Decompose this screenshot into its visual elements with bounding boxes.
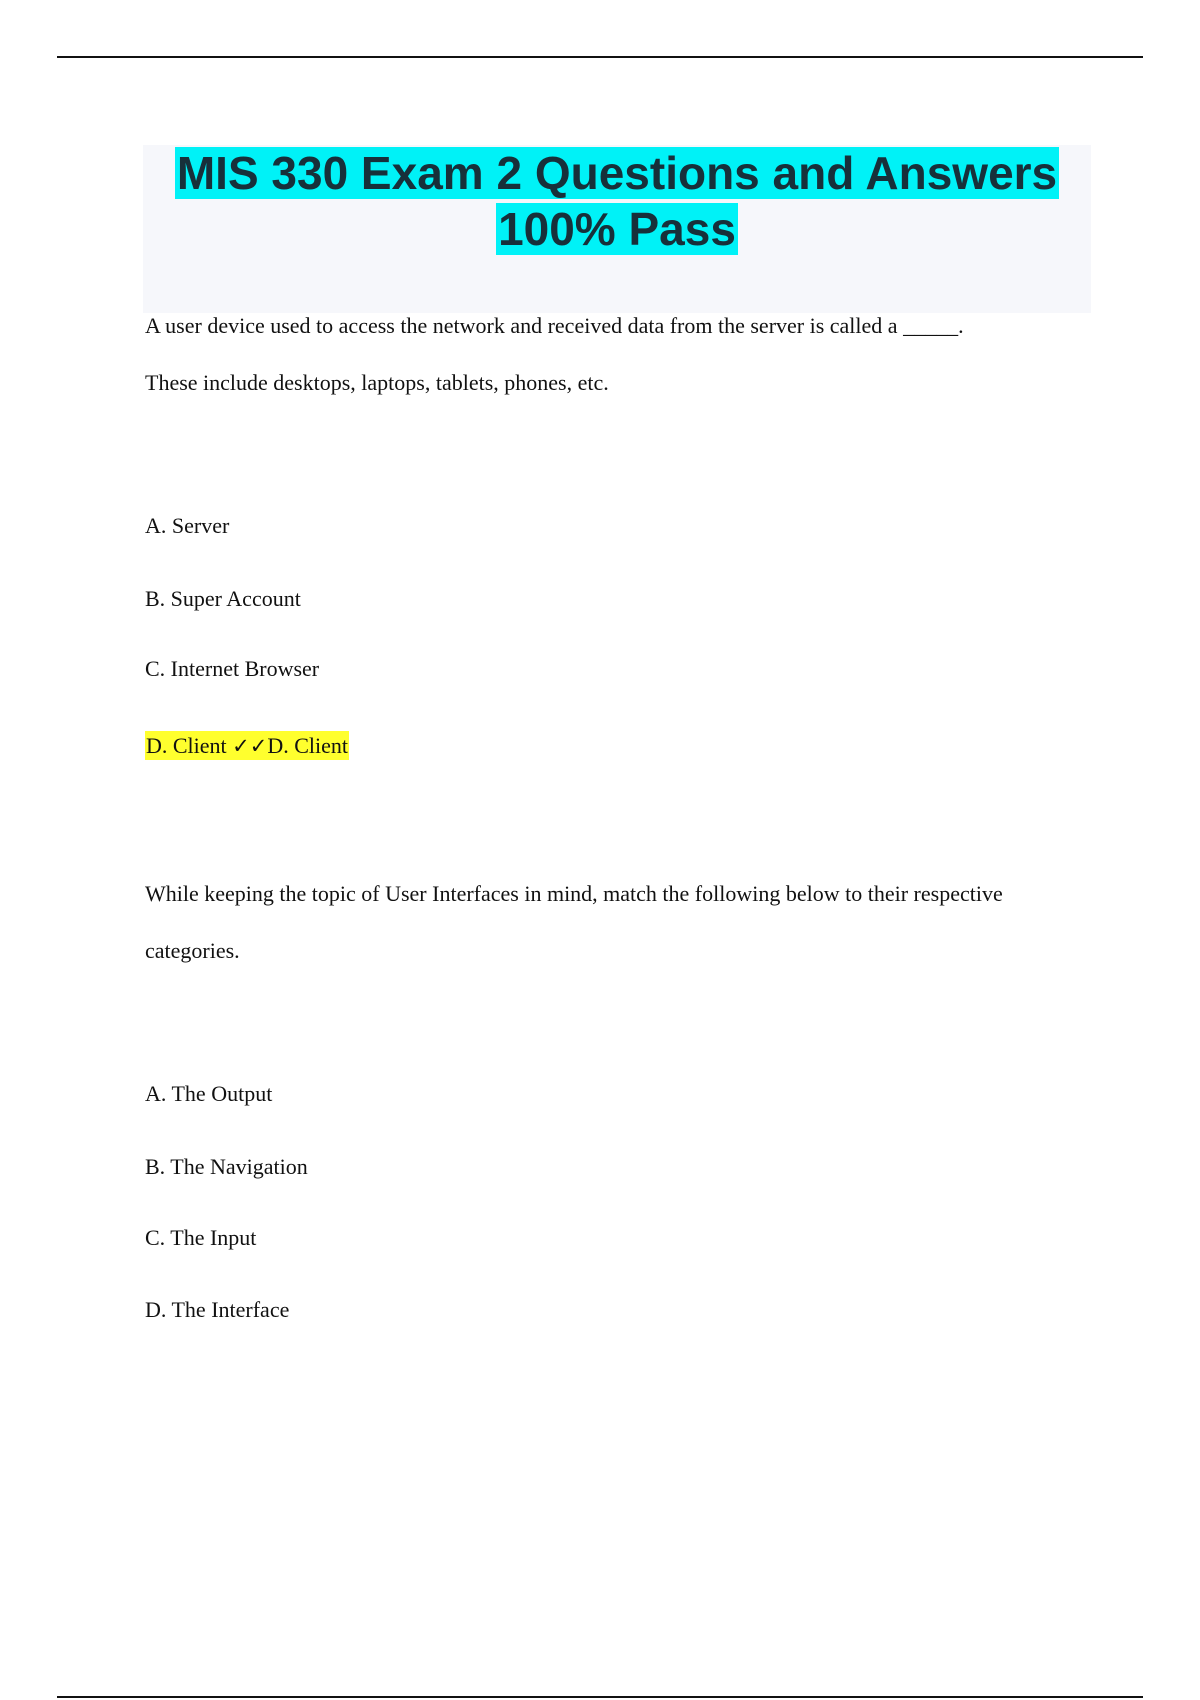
question-1-option-c: C. Internet Browser (145, 656, 320, 681)
footer-rule (57, 1696, 1143, 1698)
question-1-text-line-1: A user device used to access the network and received data from the server is called a _____. (145, 313, 964, 338)
check-icon: ✓✓ (232, 734, 268, 758)
question-1-text-line-2: These include desktops, laptops, tablets, phones, etc. (145, 370, 609, 395)
question-2-text-line-1: While keeping the topic of User Interfaces in mind, match the following below to their respective (145, 881, 1003, 906)
question-2-option-b: B. The Navigation (145, 1154, 308, 1179)
question-2-option-a: A. The Output (145, 1081, 273, 1106)
document-title-line-1: MIS 330 Exam 2 Questions and Answers (176, 147, 1058, 199)
question-2-text-line-2: categories. (145, 938, 240, 963)
answer-prefix: D. Client (146, 733, 233, 758)
question-1-answer (145, 732, 349, 760)
answer-suffix: D. Client (267, 733, 349, 758)
question-2-option-c: C. The Input (145, 1225, 257, 1250)
correct-answer-highlight (145, 731, 349, 760)
title-block (143, 145, 1091, 313)
question-1-option-a: A. Server (145, 513, 230, 538)
question-1-option-b: B. Super Account (145, 586, 301, 611)
document-title-line-2: 100% Pass (498, 203, 736, 255)
question-2-option-d: D. The Interface (145, 1297, 290, 1322)
header-rule (57, 56, 1143, 58)
